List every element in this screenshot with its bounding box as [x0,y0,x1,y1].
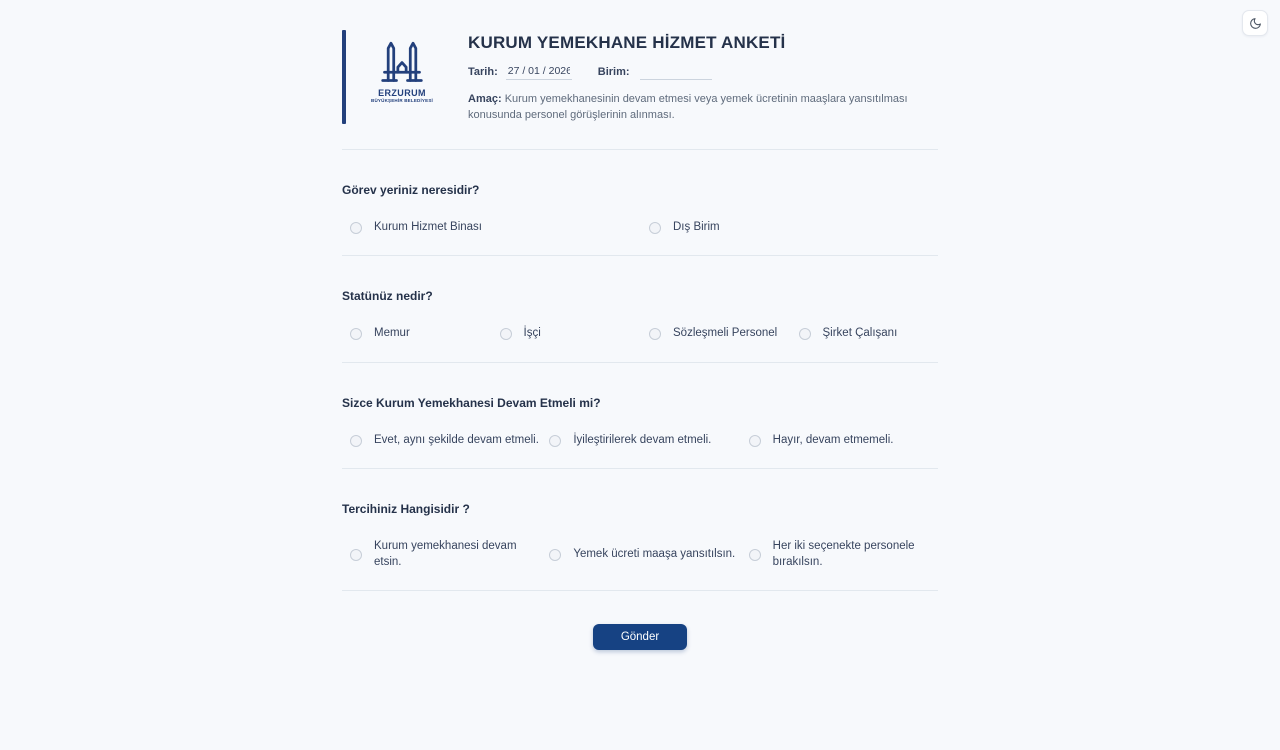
radio-button-icon[interactable] [549,435,561,447]
radio-option[interactable] [799,326,939,342]
radio-option[interactable] [649,326,789,342]
radio-button-icon[interactable] [649,222,661,234]
submit-button[interactable]: Gönder [593,624,687,650]
question-label: Tercihiniz Hangisidir ? [342,502,470,517]
page-title: KURUM YEMEKHANE HİZMET ANKETİ [468,33,786,52]
radio-option[interactable] [500,326,640,342]
radio-button-icon[interactable] [749,435,761,447]
radio-button-icon[interactable] [500,328,512,340]
date-input[interactable] [506,65,572,80]
radio-option[interactable] [350,433,539,449]
radio-option-label: Her iki seçenekte personele bırakılsın. [772,540,915,568]
submit-row [342,624,938,650]
date-label: Tarih: [468,66,498,78]
options-group [342,433,938,449]
erzurum-minarets-icon [380,40,424,86]
erzurum-logo [371,30,433,124]
radio-option-label: Dış Birim [673,220,720,233]
radio-option-label: Kurum yemekhanesi devam etsin. [374,540,517,568]
radio-option-label: Sözleşmeli Personel [673,327,778,340]
radio-option-label: Memur [374,327,410,340]
purpose-text [468,92,933,124]
unit-input[interactable] [640,65,712,80]
radio-option[interactable] [649,220,938,236]
radio-button-icon[interactable] [549,549,561,561]
survey-form [342,30,938,650]
logo-org-text: ERZURUM [378,88,426,98]
radio-button-icon[interactable] [649,328,661,340]
options-group [342,326,938,342]
radio-option-label: İşçi [523,327,541,340]
radio-button-icon[interactable] [350,222,362,234]
question-section [342,469,938,591]
form-header [342,30,938,150]
questions [342,150,938,592]
question-label: Sizce Kurum Yemekhanesi Devam Etmeli mi? [342,395,601,410]
radio-option[interactable] [549,539,738,570]
radio-option-label: Evet, aynı şekilde devam etmeli. [374,433,539,446]
radio-option-label: Yemek ücreti maaşa yansıtılsın. [573,548,736,561]
question-label: Görev yeriniz neresidir? [342,182,480,197]
radio-option[interactable] [350,539,539,570]
radio-button-icon[interactable] [350,435,362,447]
options-group [342,220,938,236]
moon-icon [1249,17,1262,30]
theme-toggle-button[interactable] [1242,10,1268,36]
radio-option-label: Hayır, devam etmemeli. [772,433,894,446]
unit-label: Birim: [597,66,630,78]
header-main [468,30,938,124]
radio-option[interactable] [549,433,738,449]
logo-sub-text: BÜYÜKŞEHİR BELEDİYESİ [371,98,433,103]
question-label: Statünüz nedir? [342,289,433,304]
meta-row [468,65,938,80]
radio-option[interactable] [749,539,938,570]
options-group [342,539,938,570]
radio-option[interactable] [350,326,490,342]
purpose-body: Kurum yemekhanesinin devam etmesi veya yemek ücretinin maaşlara yansıtılması konusunda personel görüşlerinin alınması. [468,93,908,121]
radio-option-label: İyileştirilerek devam etmeli. [573,433,712,446]
radio-button-icon[interactable] [350,549,362,561]
radio-option-label: Şirket Çalışanı [822,327,898,340]
question-section [342,150,938,257]
question-section [342,256,938,363]
radio-option[interactable] [749,433,938,449]
purpose-label: Amaç: [468,93,502,105]
question-section [342,363,938,470]
radio-button-icon[interactable] [350,328,362,340]
radio-option[interactable] [350,220,639,236]
radio-button-icon[interactable] [799,328,811,340]
radio-option-label: Kurum Hizmet Binası [374,220,483,233]
radio-button-icon[interactable] [749,549,761,561]
accent-bar [342,30,346,124]
